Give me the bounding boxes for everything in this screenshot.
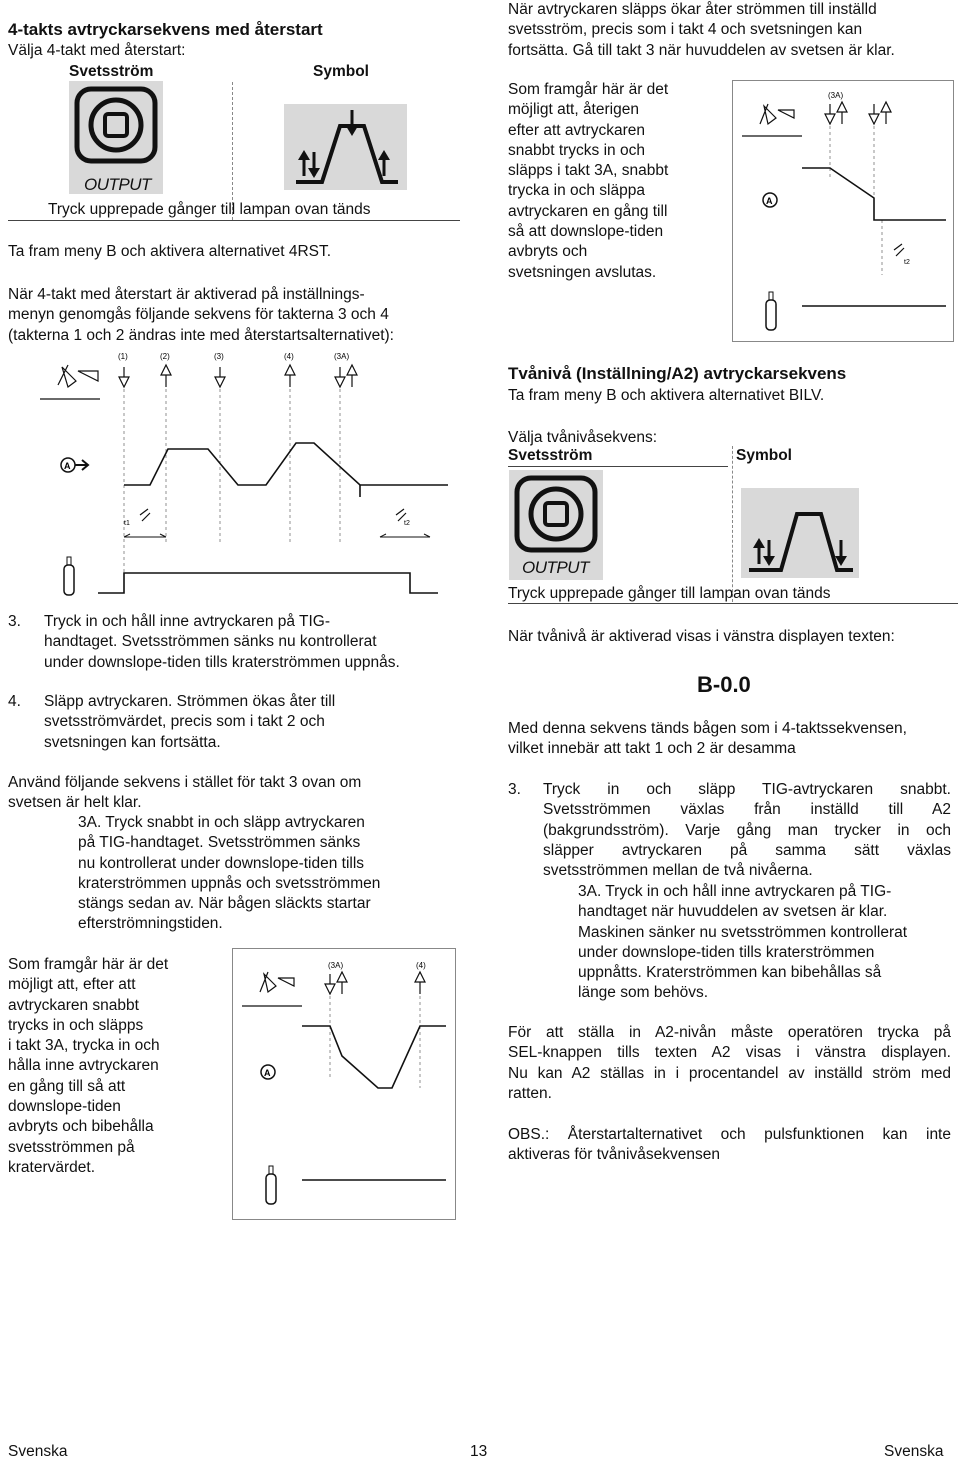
text-line: avtryckaren snabbt: [8, 996, 139, 1014]
text-line: trycka in och släppa: [508, 182, 645, 200]
text-line: snabbt trycks in och: [508, 141, 645, 159]
text-line: möjligt att, återigen: [508, 101, 639, 119]
text-line: Med denna sekvens tänds bågen som i 4-taktssekvensen,: [508, 720, 907, 737]
text-line: Tryck in och släpp TIG-avtryckaren snabbt.: [543, 781, 951, 798]
text-line: trycks in och släpps: [8, 1016, 144, 1034]
label-3a: (3A): [828, 91, 844, 100]
text-line: hålla inne avtryckaren: [8, 1057, 159, 1075]
col-header-symbol: Symbol: [313, 63, 369, 80]
menu-b-4rst: Ta fram meny B och aktivera alternativet 4RST.: [8, 243, 332, 260]
text-line: avtryckaren en gång till: [508, 202, 668, 220]
intro-paragraph: [8, 285, 468, 346]
gas-cylinder-icon: [64, 557, 74, 595]
trigger-4t-symbol-icon: [284, 104, 407, 190]
step4-text: [44, 692, 464, 753]
footer-language-left: Svenska: [8, 1443, 68, 1460]
text-line: menyn genomgås följande sekvens för takterna 3 och 4: [8, 306, 389, 324]
section-title-two-level: Tvånivå (Inställning/A2) avtryckarsekvens: [508, 364, 847, 383]
label-3a: (3A): [334, 352, 350, 361]
t1-icon: [124, 509, 166, 537]
current-icon: [61, 458, 88, 472]
torch-icon: [242, 972, 302, 1006]
step3-number: 3.: [8, 613, 21, 630]
right-top-paragraph: [508, 0, 956, 61]
current-icon: [763, 193, 777, 207]
label-2: (2): [160, 352, 170, 361]
section-title-4t-restart: 4-takts avtryckarsekvens med återstart: [8, 20, 323, 39]
label-1: (1): [118, 352, 128, 361]
text-line: Använd följande sekvens i stället för takt 3 ovan om: [8, 774, 362, 791]
text-line: downslope-tiden: [8, 1098, 121, 1116]
text-line: efter att avtryckaren: [508, 121, 645, 139]
text-line: (bakgrundsström). Varje gång man trycker in och: [543, 821, 951, 839]
footer-page-number: 13: [470, 1443, 488, 1460]
bottom-left-paragraph: [8, 955, 208, 1178]
text-line: avbryts och bibehålla: [8, 1118, 154, 1136]
amp-symbol: A: [64, 461, 71, 471]
amp-symbol: A: [264, 1068, 271, 1078]
label-4: (4): [416, 961, 426, 970]
text-line: Maskinen sänker nu svetsströmmen kontrollerat: [578, 923, 908, 941]
text-line: svetsen är helt klar.: [8, 794, 142, 812]
two-level-symbol-icon: [741, 488, 859, 578]
amp-symbol: A: [766, 196, 773, 206]
text-line: under downslope-tiden tills kraterströmmen uppnås.: [44, 653, 400, 671]
gas-cylinder-icon: [266, 1166, 276, 1204]
text-line: i takt 3A, trycka in och: [8, 1037, 160, 1055]
menu-b-bilv: Ta fram meny B och aktivera alternativet BILV.: [508, 387, 825, 404]
torch-icon: [742, 104, 802, 136]
step4-number: 4.: [8, 693, 21, 710]
step3a-text: [578, 882, 953, 1004]
table-divider: [508, 466, 728, 467]
text-line: aktiveras för tvånivåsekvensen: [508, 1146, 720, 1164]
text-line: under downslope-tiden tills kraterströmmen: [578, 943, 875, 961]
label-3: (3): [214, 352, 224, 361]
step3-text: [543, 780, 951, 881]
t2-icon: [380, 509, 430, 537]
gas-cylinder-icon: [766, 292, 776, 330]
text-line: svetsström, precis som i takt 4 och svetsningen kan: [508, 21, 863, 39]
col-header-current: Svetsström: [69, 63, 154, 80]
text-line: nu kontrollerat under downslope-tiden tills: [78, 854, 365, 872]
text-line: handtaget. Svetsströmmen sänks nu kontrollerat: [44, 633, 377, 651]
sequence-diagram-4t-restart: [30, 345, 470, 605]
text-line: släpper avtryckaren på samma sätt växlas: [543, 841, 951, 859]
footer-language-right: Svenska: [884, 1443, 944, 1460]
sequence-diagram-3a-repress: [732, 80, 954, 342]
display-value: B-0.0: [697, 672, 751, 697]
text-line: svetsströmmen mellan de två nivåerna.: [543, 862, 813, 880]
right-side-paragraph: [508, 80, 708, 283]
col-header-symbol: Symbol: [736, 447, 792, 464]
same-sequence-text: [508, 719, 958, 760]
text-line: möjligt att, efter att: [8, 976, 136, 994]
text-line: 3A. Tryck snabbt in och släpp avtryckaren: [78, 814, 365, 831]
a2-setting-text: [508, 1023, 951, 1104]
obs-note: [508, 1125, 951, 1166]
label-3a: (3A): [328, 961, 344, 970]
step3a-text: [78, 813, 458, 935]
step3-text: [44, 612, 464, 673]
alt-sequence-text: [8, 773, 468, 814]
sequence-diagram-3a-hold: [232, 948, 456, 1220]
text-line: släpps i takt 3A, snabbt: [508, 162, 669, 180]
text-line: svetsströmmen på: [8, 1138, 135, 1156]
text-line: svetsningen kan fortsätta.: [44, 733, 221, 751]
col-header-current: Svetsström: [508, 447, 593, 464]
text-line: vilket innebär att takt 1 och 2 är desamma: [508, 740, 796, 758]
text-line: stängs sedan av. När bågen släckts startar: [78, 895, 371, 913]
text-line: Svetsströmmen växlas från inställd till A2: [543, 801, 951, 819]
output-label: OUTPUT: [522, 558, 589, 577]
text-line: (takterna 1 och 2 ändras inte med återstartsalternativet):: [8, 326, 394, 344]
text-line: svetsningen avslutas.: [508, 263, 657, 281]
text-line: på TIG-handtaget. Svetsströmmen sänks: [78, 834, 361, 852]
text-line: Som framgår här är det: [508, 81, 669, 98]
text-line: Nu kan A2 ställas in i procentandel av inställd ström med: [508, 1064, 951, 1082]
torch-icon: [40, 365, 100, 399]
table-dashed-separator: [732, 446, 733, 602]
text-line: avbryts och: [508, 243, 588, 261]
t2-icon: [894, 244, 910, 266]
text-line: Släpp avtryckaren. Strömmen ökas åter till: [44, 693, 336, 710]
text-line: När 4-takt med återstart är aktiverad på inställnings-: [8, 286, 365, 303]
t2-label: t2: [904, 259, 910, 266]
text-line: så att downslope-tiden: [508, 223, 664, 241]
text-line: OBS.: Återstartalternativet och pulsfunktionen kan inte: [508, 1126, 951, 1143]
text-line: 3A. Tryck in och håll inne avtryckaren på TIG-: [578, 883, 892, 900]
display-text: När tvånivå är aktiverad visas i vänstra displayen texten:: [508, 628, 895, 645]
select-label: Välja 4-takt med återstart:: [8, 42, 186, 59]
label-4: (4): [284, 352, 294, 361]
t1-label: t1: [124, 520, 130, 527]
text-line: För att ställa in A2-nivån måste operatören trycka på: [508, 1024, 951, 1041]
text-line: fortsätta. Gå till takt 3 när huvuddelen av svetsen är klar.: [508, 41, 895, 59]
repeat-press-note: Tryck upprepade gånger till lampan ovan tänds: [48, 201, 371, 218]
output-label: OUTPUT: [84, 175, 151, 194]
repeat-press-note: Tryck upprepade gånger till lampan ovan tänds: [508, 585, 831, 602]
step3-number: 3.: [508, 781, 521, 798]
text-line: När avtryckaren släpps ökar åter strömmen till inställd: [508, 1, 877, 18]
t2-label: t2: [404, 520, 410, 527]
select-two-level: Välja tvånivåsekvens:: [508, 429, 658, 446]
text-line: SEL-knappen tills texten A2 visas i vänstra displayen.: [508, 1044, 951, 1062]
text-line: uppnåtts. Kraterströmmen kan bibehållas så: [578, 964, 882, 982]
text-line: svetsströmvärdet, precis som i takt 2 och: [44, 713, 325, 731]
text-line: Som framgår här är det: [8, 956, 169, 973]
text-line: kraterströmmen uppnås och svetsströmmen: [78, 874, 381, 892]
text-line: efterströmningstiden.: [78, 915, 223, 933]
text-line: kratervärdet.: [8, 1158, 96, 1176]
text-line: Tryck in och håll inne avtryckaren på TIG-: [44, 613, 331, 630]
text-line: ratten.: [508, 1084, 552, 1102]
text-line: handtaget när huvuddelen av svetsen är klar.: [578, 903, 888, 921]
text-line: länge som behövs.: [578, 984, 709, 1002]
current-icon: [261, 1065, 275, 1079]
text-line: en gång till så att: [8, 1077, 126, 1095]
